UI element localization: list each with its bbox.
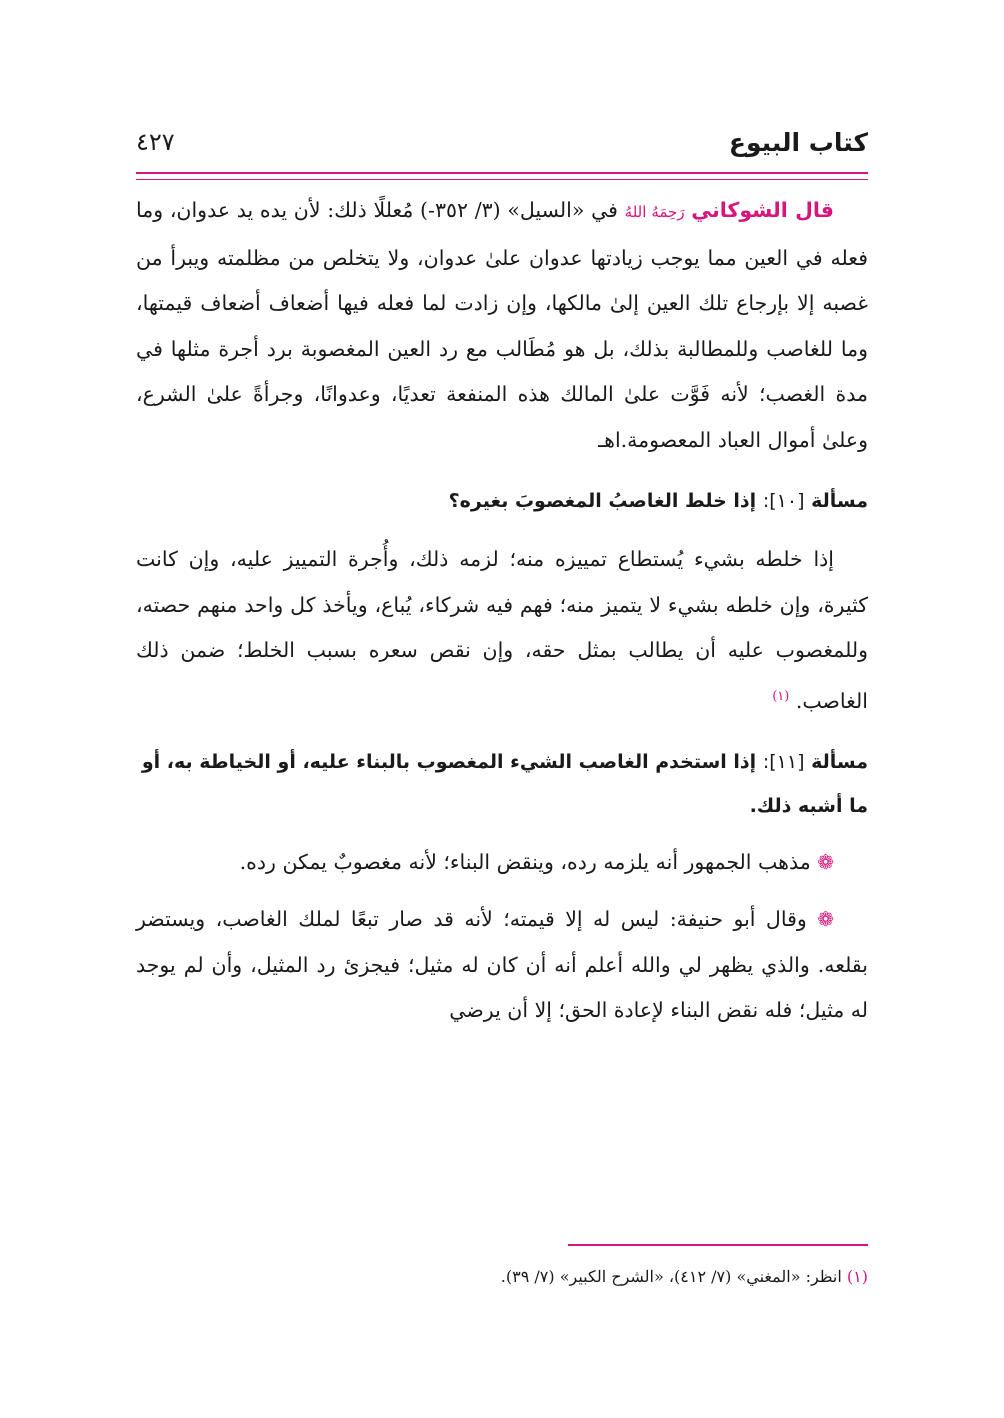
bullet-abu-hanifa (136, 897, 868, 1034)
book-title: كتاب البيوع (728, 128, 868, 157)
footnote-text: انظر: «المغني» (٧/ ٤١٢)، «الشرح الكبير» (٧/ ٣٩). (500, 1267, 842, 1286)
header-rule-thin (136, 179, 868, 180)
masala-11-number: [١١]: (762, 750, 805, 773)
masala-11-label: مسألة (811, 750, 868, 773)
masala-10-title: إذا خلط الغاصبُ المغصوبَ بغيره؟ (448, 490, 757, 512)
masala-10-label: مسألة (811, 490, 868, 512)
masala-10-body (136, 537, 868, 724)
page-body (136, 188, 868, 1034)
bullet-jumhur-text: مذهب الجمهور أنه يلزمه رده، وينقض البناء؛ لأنه مغصوبٌ يمكن رده. (239, 849, 811, 874)
flower-bullet-icon: ❁ (817, 907, 834, 932)
page-header (136, 128, 868, 172)
masala-11-heading (136, 740, 868, 828)
footnote-mark: (١) (846, 1267, 868, 1286)
intro-text: في «السيل» (٣/ ٣٥٢-) مُعللًا ذلك: لأن يده يد عدوان، وما فعله في العين مما يوجب زيادتها عدوان علىٰ عدوان، ولا يتخلص من مظلمته ويبرأ من غصبه إلا بإرجاع تلك العين إلىٰ مالكها، وإن زادت لما فعله فيها أضعاف أضعاف قيمتها، وما للغاصب وللمطالبة بذلك، بل هو مُطَالب مع رد العين المغصوبة برد أجرة مثلها في مدة الغصب؛ لأنه فَوَّت علىٰ المالك هذه المنفعة تعديًا، وعدوانًا، وجرأةً علىٰ الشرع، وعلىٰ أموال العباد المعصومة.اهـ (136, 198, 869, 452)
masala-10-text: إذا خلطه بشيء يُستطاع تمييزه منه؛ لزمه ذلك، وأُجرة التمييز عليه، وإن كانت كثيرة، وإن خلطه بشيء لا يتميز منه؛ فهم فيه شركاء، يُباع، ويأخذ كل واحد منهم حصته، وللمغصوب عليه أن يطالب بمثل حقه، وإن نقص سعره بسبب الخلط؛ ضمن ذلك الغاصب. (136, 547, 868, 713)
masala-10-heading (136, 479, 868, 523)
honorific: رَحِمَهُ اللهُ (624, 203, 685, 221)
masala-11-title: إذا استخدم الغاصب الشيء المغصوب بالبناء عليه، أو الخياطة به، أو ما أشبه ذلك. (141, 750, 868, 817)
bullet-jumhur (136, 840, 868, 886)
intro-paragraph (136, 188, 868, 463)
page-number: ٤٢٧ (136, 128, 175, 156)
flower-bullet-icon: ❁ (817, 849, 834, 874)
footnote-rule (568, 1244, 868, 1246)
footnote-ref-1[interactable]: (١) (772, 688, 790, 704)
bullet-abu-hanifa-text: وقال أبو حنيفة: ليس له إلا قيمته؛ لأنه قد صار تبعًا لملك الغاصب، ويستضر بقلعه. والذي يظهر لي والله أعلم أنه أن كان له مثيل؛ فيجزئ رد المثيل، وأن لم يوجد له مثيل؛ فله نقض البناء لإعادة الحق؛ إلا أن يرضي (136, 907, 868, 1023)
footnote (136, 1262, 868, 1292)
header-rule-thick (136, 172, 868, 174)
author-label: قال الشوكاني (691, 198, 834, 222)
masala-10-number: [١٠]: (762, 490, 805, 512)
